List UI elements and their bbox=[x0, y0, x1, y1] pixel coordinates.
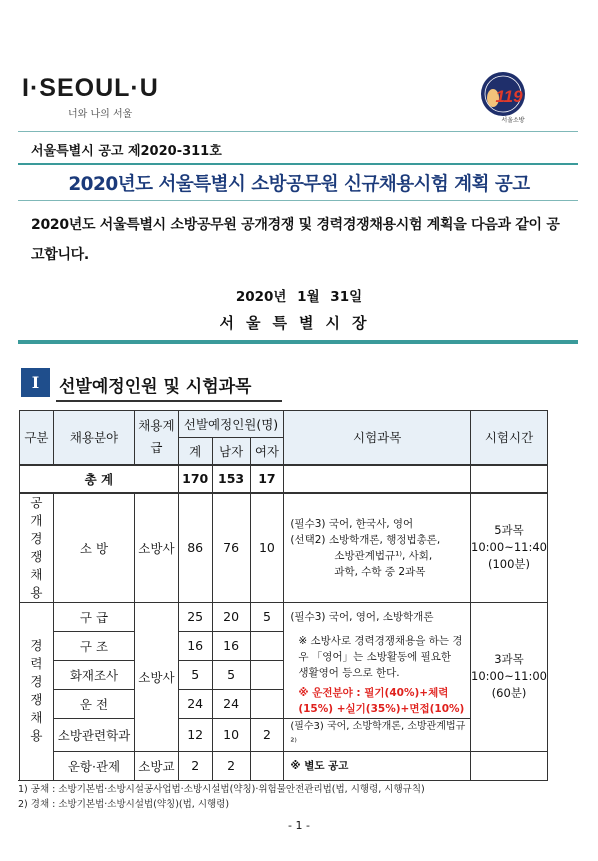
grand-subjects bbox=[284, 465, 471, 493]
page-title: 2020년도 서울특별시 소방공무원 신규채용시험 계획 공고 bbox=[68, 174, 530, 195]
career-male: 16 bbox=[212, 631, 250, 660]
open-subject-line: (필수3) 국어, 한국사, 영어 bbox=[290, 517, 414, 530]
page-number: - 1 - bbox=[288, 819, 310, 832]
footnote-2: 2) 경채 : 소방기본법·소방시설법(약칭)(법, 시행령) bbox=[18, 799, 230, 810]
grand-total: 170 bbox=[178, 465, 212, 493]
header-quota: 선발예정인원(명) bbox=[178, 411, 284, 438]
quota-table bbox=[19, 410, 548, 781]
section-number: Ⅰ bbox=[21, 368, 50, 397]
header-time: 시험시간 bbox=[471, 411, 548, 465]
svg-text:119: 119 bbox=[495, 87, 523, 106]
open-subjects bbox=[284, 493, 471, 603]
open-male: 76 bbox=[212, 493, 250, 603]
open-division: 공개경쟁채용 bbox=[20, 493, 54, 603]
open-subject-line: 소방관계법규¹⁾, 사회, bbox=[334, 549, 433, 562]
notice-number: 서울특별시 공고 제2020-311호 bbox=[31, 144, 222, 159]
notice-date: 2020년 1월 31일 bbox=[235, 289, 363, 305]
career-male: 24 bbox=[212, 689, 250, 718]
career-female bbox=[250, 631, 284, 660]
career-field: 화재조사 bbox=[53, 660, 134, 689]
grand-total-label: 총 계 bbox=[20, 465, 179, 493]
header-rank: 채용계급 bbox=[135, 411, 179, 465]
footnote-1: 1) 공채 : 소방기본법·소방시설공사업법·소방시설법(약칭)·위험물안전관리법(법, 시행령, 시행규칙) bbox=[18, 784, 425, 795]
fire-emblem-icon bbox=[473, 68, 537, 124]
open-time-count: 5과목 bbox=[494, 523, 524, 537]
career-total: 24 bbox=[178, 689, 212, 718]
header-field: 채용분야 bbox=[53, 411, 134, 465]
header-subjects: 시험과목 bbox=[284, 411, 471, 465]
career-time-duration: (60분) bbox=[491, 686, 527, 700]
career-total: 2 bbox=[178, 751, 212, 780]
grand-time bbox=[471, 465, 548, 493]
career-subjects bbox=[284, 602, 471, 718]
career-total: 16 bbox=[178, 631, 212, 660]
open-time bbox=[471, 493, 548, 603]
open-female: 10 bbox=[250, 493, 284, 603]
career-field: 운항·관제 bbox=[53, 751, 134, 780]
open-time-range: 10:00~11:40 bbox=[471, 540, 547, 554]
career-rank: 소방사 bbox=[135, 602, 179, 751]
grand-male: 153 bbox=[212, 465, 250, 493]
career-female bbox=[250, 751, 284, 780]
issuer: 서울특별시장 bbox=[219, 314, 379, 332]
title-bottom-rule bbox=[18, 200, 578, 201]
career-division: 경력경쟁채용 bbox=[20, 602, 54, 780]
career-male: 20 bbox=[212, 602, 250, 631]
open-time-duration: (100분) bbox=[487, 557, 531, 571]
footnotes bbox=[18, 782, 425, 812]
header-total: 계 bbox=[178, 438, 212, 465]
career-total: 25 bbox=[178, 602, 212, 631]
career-time-count: 3과목 bbox=[494, 652, 524, 666]
header-male: 남자 bbox=[212, 438, 250, 465]
career-rank-last: 소방교 bbox=[135, 751, 179, 780]
career-subject-dept: (필수3) 국어, 소방학개론, 소방관계법규²⁾ bbox=[284, 718, 471, 751]
open-subject-line: 과학, 수학 중 2과목 bbox=[334, 565, 426, 578]
career-field: 운 전 bbox=[53, 689, 134, 718]
seoul-logo bbox=[22, 74, 159, 120]
career-time-range: 10:00~11:00 bbox=[471, 669, 547, 683]
career-field: 소방관련학과 bbox=[53, 718, 134, 751]
open-subject-line: (선택2) 소방학개론, 행정법총론, bbox=[290, 533, 441, 546]
career-field: 구 급 bbox=[53, 602, 134, 631]
top-rule bbox=[18, 131, 578, 132]
open-total: 86 bbox=[178, 493, 212, 603]
career-female: 5 bbox=[250, 602, 284, 631]
career-female bbox=[250, 689, 284, 718]
intro-paragraph: 2020년도 서울특별시 소방공무원 공개경쟁 및 경력경쟁채용시험 계획을 다음과 같이 공고합니다. bbox=[31, 217, 560, 263]
career-note-driving: ※ 운전분야 : 필기(40%)+체력(15%) +실기(35%)+면접(10%) bbox=[298, 686, 465, 715]
svg-text:서울소방: 서울소방 bbox=[501, 117, 525, 124]
career-female bbox=[250, 660, 284, 689]
career-total: 12 bbox=[178, 718, 212, 751]
career-subject-main: (필수3) 국어, 영어, 소방학개론 bbox=[290, 610, 434, 623]
grand-female: 17 bbox=[250, 465, 284, 493]
title-rule bbox=[18, 163, 578, 165]
open-field: 소 방 bbox=[53, 493, 134, 603]
career-time-last bbox=[471, 751, 548, 780]
career-female: 2 bbox=[250, 718, 284, 751]
career-subject-last: ※ 별도 공고 bbox=[284, 751, 471, 780]
section-underline bbox=[56, 400, 282, 402]
career-time bbox=[471, 602, 548, 751]
logo-text: I·SEOUL·U bbox=[22, 74, 159, 102]
career-note-english: ※ 소방사로 경력경쟁채용을 하는 경우 「영어」는 소방활동에 필요한 생활영어 등으로 한다. bbox=[298, 634, 463, 679]
career-field: 구 조 bbox=[53, 631, 134, 660]
career-male: 2 bbox=[212, 751, 250, 780]
logo-slogan: 너와 나의 서울 bbox=[68, 109, 133, 120]
header-division: 구분 bbox=[20, 411, 54, 465]
open-rank: 소방사 bbox=[135, 493, 179, 603]
footnote-rule bbox=[18, 780, 178, 781]
career-male: 10 bbox=[212, 718, 250, 751]
section-divider bbox=[18, 340, 578, 344]
career-total: 5 bbox=[178, 660, 212, 689]
header-female: 여자 bbox=[250, 438, 284, 465]
career-male: 5 bbox=[212, 660, 250, 689]
section-title: 선발예정인원 및 시험과목 bbox=[59, 377, 252, 397]
